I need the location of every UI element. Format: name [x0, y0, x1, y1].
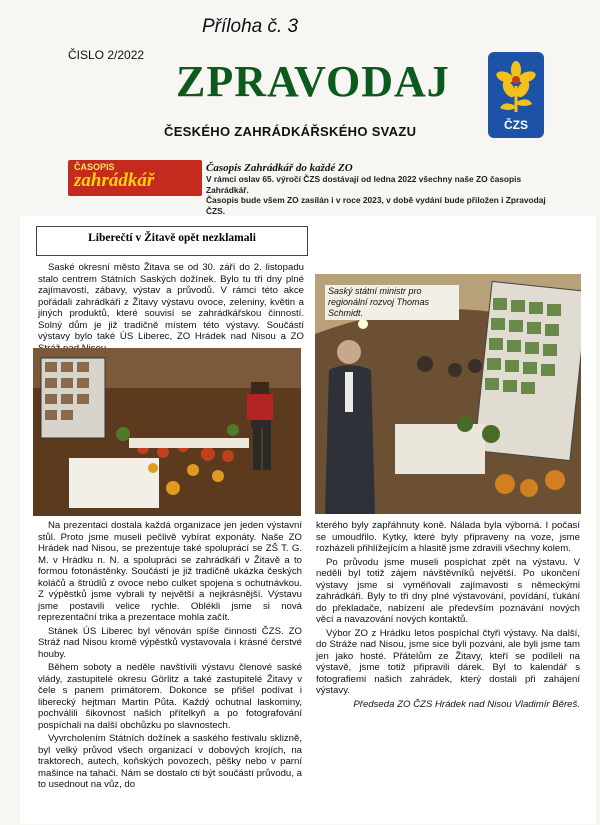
newsletter-subtitle: ČESKÉHO ZAHRÁDKÁŘSKÉHO SVAZU — [164, 124, 417, 139]
article-title-box — [36, 226, 308, 256]
newsletter-title: ZPRAVODAJ — [176, 57, 450, 106]
attachment-label: Příloha č. 3 — [202, 16, 299, 37]
promo-line-1: V rámci oslav 65. výročí ČZS dostávají od ledna 2022 všechny naše ZO časopis Zahrádkář. — [206, 174, 522, 195]
intro-paragraph: Saské okresní město Žitava se od 30. září do 2. listopadu stalo centrem Státních Saských dožínek. Bylo tu tři dny plné zajímavostí, zábavy, výstav a průvodů. V rámci této akce pořádali zahrádkáři z Žitavy výstavu ovoce, zeleniny, květin a jiných produktů, které souvisí se zahrádkářskou činností. Solný dům je již tradičně místem této výstavy. Součástí výstavy bylo také ÚS Liberec, ZO Hrádek nad Nisou a ZO — [38, 262, 304, 342]
right-paragraph-2: Po průvodu jsme museli pospíchat zpět na výstavu. V neděli byl totiž zájem návštěvníků největší. Po ukončení výstavy jsme si vyměňovali zajímavosti s německými zahrádkáři. Byly to tři dny plné výstavování, povídání, ťukání do překladače, nabízení ale především poznávání nových věcí a navazování nových kontaktů. — [316, 556, 580, 625]
left-column — [38, 520, 302, 793]
photo-caption — [325, 285, 459, 320]
article-title: Liberečtí v Žitavě opět nezklamali — [88, 232, 256, 244]
right-paragraph-1: kterého byly zapřáhnuty koně. Nálada byla výborná. I počasí se umoudřilo. Kytky, které byly připraveny na voze, jsme rozházeli přihlížejícím a hlasitě jsme zdravili všechny kolem. — [316, 520, 580, 554]
banner-small: ČASOPIS — [74, 162, 115, 172]
caption-text: Saský státní ministr pro regionální rozvoj Thomas Schmidt. — [328, 286, 430, 318]
right-paragraph-3: Výbor ZO z Hrádku letos pospíchal čtyři výstavy. Na další, do Stráže nad Nisou, jsme sice byli pozváni, ale byli jsme tam jen jako hosté. Přátelům ze Žitavy, kteří se podíleli na výstavě, jsme totiž připravili dárek. Byl to kalendář s fotografiemi našich zahrádek, který dostali při zahájení výstavy. — [316, 627, 580, 696]
logo-text: ČZS — [504, 118, 528, 132]
flower-icon — [488, 56, 544, 120]
issue-number: ČISLO 2/2022 — [68, 48, 145, 62]
article-intro — [38, 262, 304, 356]
exhibition-stand-photo — [33, 348, 301, 516]
left-paragraph-4: Vyvrcholením Státních dožínek a saského festivalu skliznĕ, byl velký průvod všech organizací v dobových krojích, na traktorech, autech, koňských povozech, pěšky nebo v parní mašince na tahači. Nám se dostalo cti být součástí průvodu, a to usednout na vůz, do — [38, 733, 302, 790]
zahradkar-banner — [68, 160, 202, 196]
left-paragraph-1: Na prezentaci dostala každá organizace jen jeden výstavní stůl. Proto jsme museli pečlivě vybírat exponáty. Naše ZO Hrádek nad Nisou, se prezentuje také spoluprácí se ZŠ T. G. M. v Hrádku n. N. a spolupráci se zahrádkáři v Žitavě a to formou fotonástěnky. Součástí je již tradičně ukázka českých koláčů a štrúdlů z ovoce nebo culket spojena s ochutnávkou. Z výpěstků jsme vybrali ty největší a nejkrásnější. Výstavu jsme postavili velice rychle. Oblékli jsme si nová reprezentační trika a prezentace mohla začít. — [38, 520, 302, 623]
promo-line-2: Časopis bude všem ZO zasílán i v roce 2023, v době vydání bude přiložen i Zpravodaj ČZS. — [206, 195, 546, 216]
czs-logo — [488, 52, 544, 138]
promo-heading: Časopis Zahrádkář do každé ZO — [206, 162, 353, 174]
signature: Předseda ZO ČZS Hrádek nad Nisou Vladimír Běreš. — [353, 698, 580, 710]
promo-block — [206, 162, 546, 216]
left-paragraph-2: Stánek ÚS Liberec byl věnován spíše činnosti ČZS. ZO Stráž nad Nisou kromě výpěstků vystavovala i krásné čerstvé houby. — [38, 625, 302, 660]
right-column — [316, 520, 580, 712]
left-paragraph-3: Během soboty a neděle navštívili výstavu členové saské vlády, zastupitelé okresu Görlitz a také zastupitelé Žitavy v čele s panem primátorem. Dokonce se přišel podívat i liberecký hejtman Martin Půta. Každý ochutnal laskominy, pochválili šikovnost našich přítelkyň a po fotografování pospíchali na další obchůzku po slavnostech. — [38, 662, 302, 731]
banner-big: zahrádkář — [74, 170, 155, 191]
